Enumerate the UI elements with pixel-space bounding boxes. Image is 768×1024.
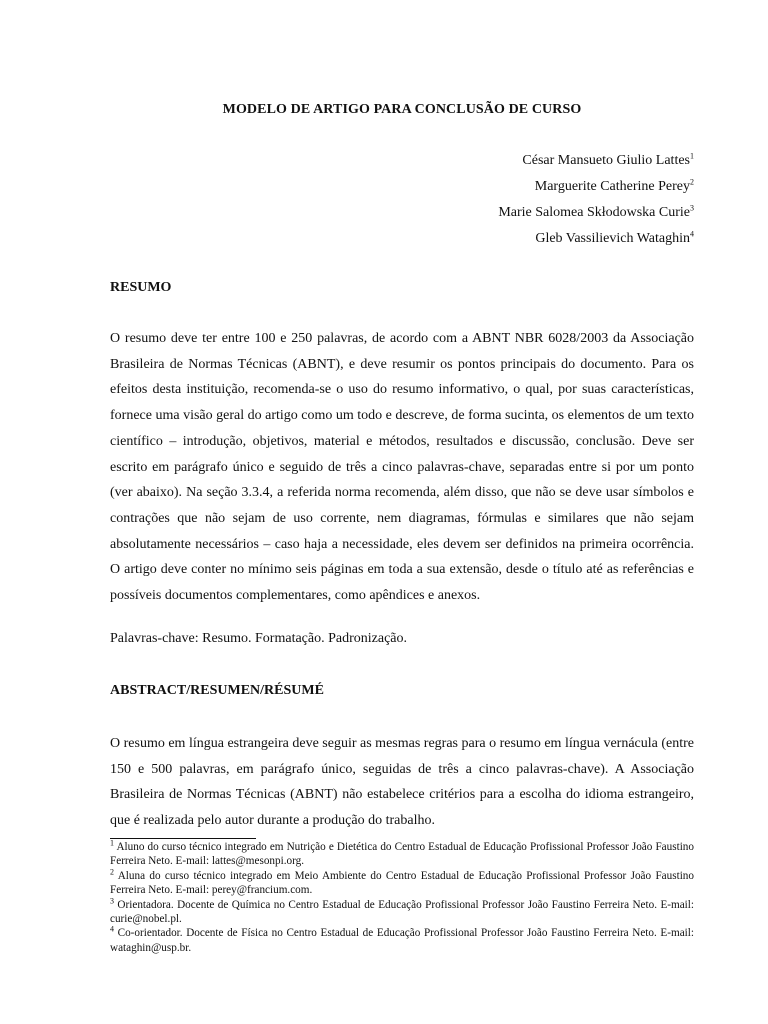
footnote-marker: 1 [690,151,694,161]
footnote-marker: 4 [110,924,114,934]
keywords-line: Palavras-chave: Resumo. Formatação. Padronização. [110,631,408,646]
footnote-text: Co-orientador. Docente de Física no Centro Estadual de Educação Profissional Professor João Faustino Ferreira Neto. E-mail: wataghin@usp.br. [110,927,694,954]
article-title: MODELO DE ARTIGO PARA CONCLUSÃO DE CURSO [222,102,582,117]
footnote [110,926,694,955]
footnote-text: Aluna do curso técnico integrado em Meio Ambiente do Centro Estadual de Educação Profissional Professor João Faustino Ferreira Neto. E-mail: perey@francium.com. [110,869,694,897]
author-name: Gleb Vassilievich Wataghin [535,231,690,246]
author-name: Marguerite Catherine Perey [534,179,690,194]
footnote [110,895,694,927]
footnote-text: Aluno do curso técnico integrado em Nutrição e Dietética do Centro Estadual de Educação Profissional Professor João Faustino Ferreira Neto. E-mail: lattes@mesonpi.org. [110,841,694,868]
footnote [110,869,694,898]
footnote [110,840,694,869]
footnote-separator [110,838,256,839]
resumo-paragraph: O resumo deve ter entre 100 e 250 palavras, de acordo com a ABNT NBR 6028/2003 da Associação Brasileira de Normas Técnicas (ABNT), e deve resumir os pontos principais do documento. Para os efeitos desta instituição, recomenda-se o uso do resumo informativo, o qual, por suas características, fornece uma visão geral do artigo como um todo e descreve, de forma sucinta, os elementos de um texto científico – introdução, objetivos, material e métodos, resultados e discussão, conclusão. Deve ser escrito em parágrafo único e seguido de três a cinco palavras-chave, separadas entre si por um ponto (ver abaixo). Na seção 3.3.4, a referida norma recomenda, além disso, que não se deve usar símbolos e contrações que não sejam de uso corrente, nem diagramas, fórmulas e similares que não sejam absolutamente necessários – caso haja a necessidade, eles devem ser definidos na primeira ocorrência. O artigo deve conter no mínimo seis páginas em toda a sua extensão, desde o título até as referências e possíveis documentos complementares, como apêndices e anexos. [110,331,694,604]
footnote-marker: 3 [110,895,114,905]
resumo-heading: RESUMO [110,280,172,295]
footnote-marker: 4 [690,229,694,239]
footnote-marker: 2 [690,177,694,187]
footnote-text: Orientadora. Docente de Química no Centro Estadual de Educação Profissional Professor João Faustino Ferreira Neto. E-mail: curie@nobel.pl. [110,898,694,926]
footnote-marker: 2 [110,867,114,877]
footnotes [110,840,694,955]
footnote-marker: 3 [690,203,694,213]
author-line [110,174,694,200]
author-list [110,148,694,252]
author-line [110,148,694,174]
author-name: César Mansueto Giulio Lattes [522,153,690,168]
footnote-marker: 1 [110,838,114,848]
abstract-heading: ABSTRACT/RESUMEN/RÉSUMÉ [110,683,324,698]
author-name: Marie Salomea Skłodowska Curie [498,205,690,220]
abstract-paragraph: O resumo em língua estrangeira deve seguir as mesmas regras para o resumo em língua vernácula (entre 150 e 500 palavras, em parágrafo único, seguidas de três a cinco palavras-chave). A Associação Brasileira de Normas Técnicas (ABNT) não estabelece critérios para a escolha do idioma estrangeiro, que é realizada pelo autor durante a produção do trabalho. [110,736,694,829]
author-line [110,200,694,226]
author-line [110,226,694,252]
